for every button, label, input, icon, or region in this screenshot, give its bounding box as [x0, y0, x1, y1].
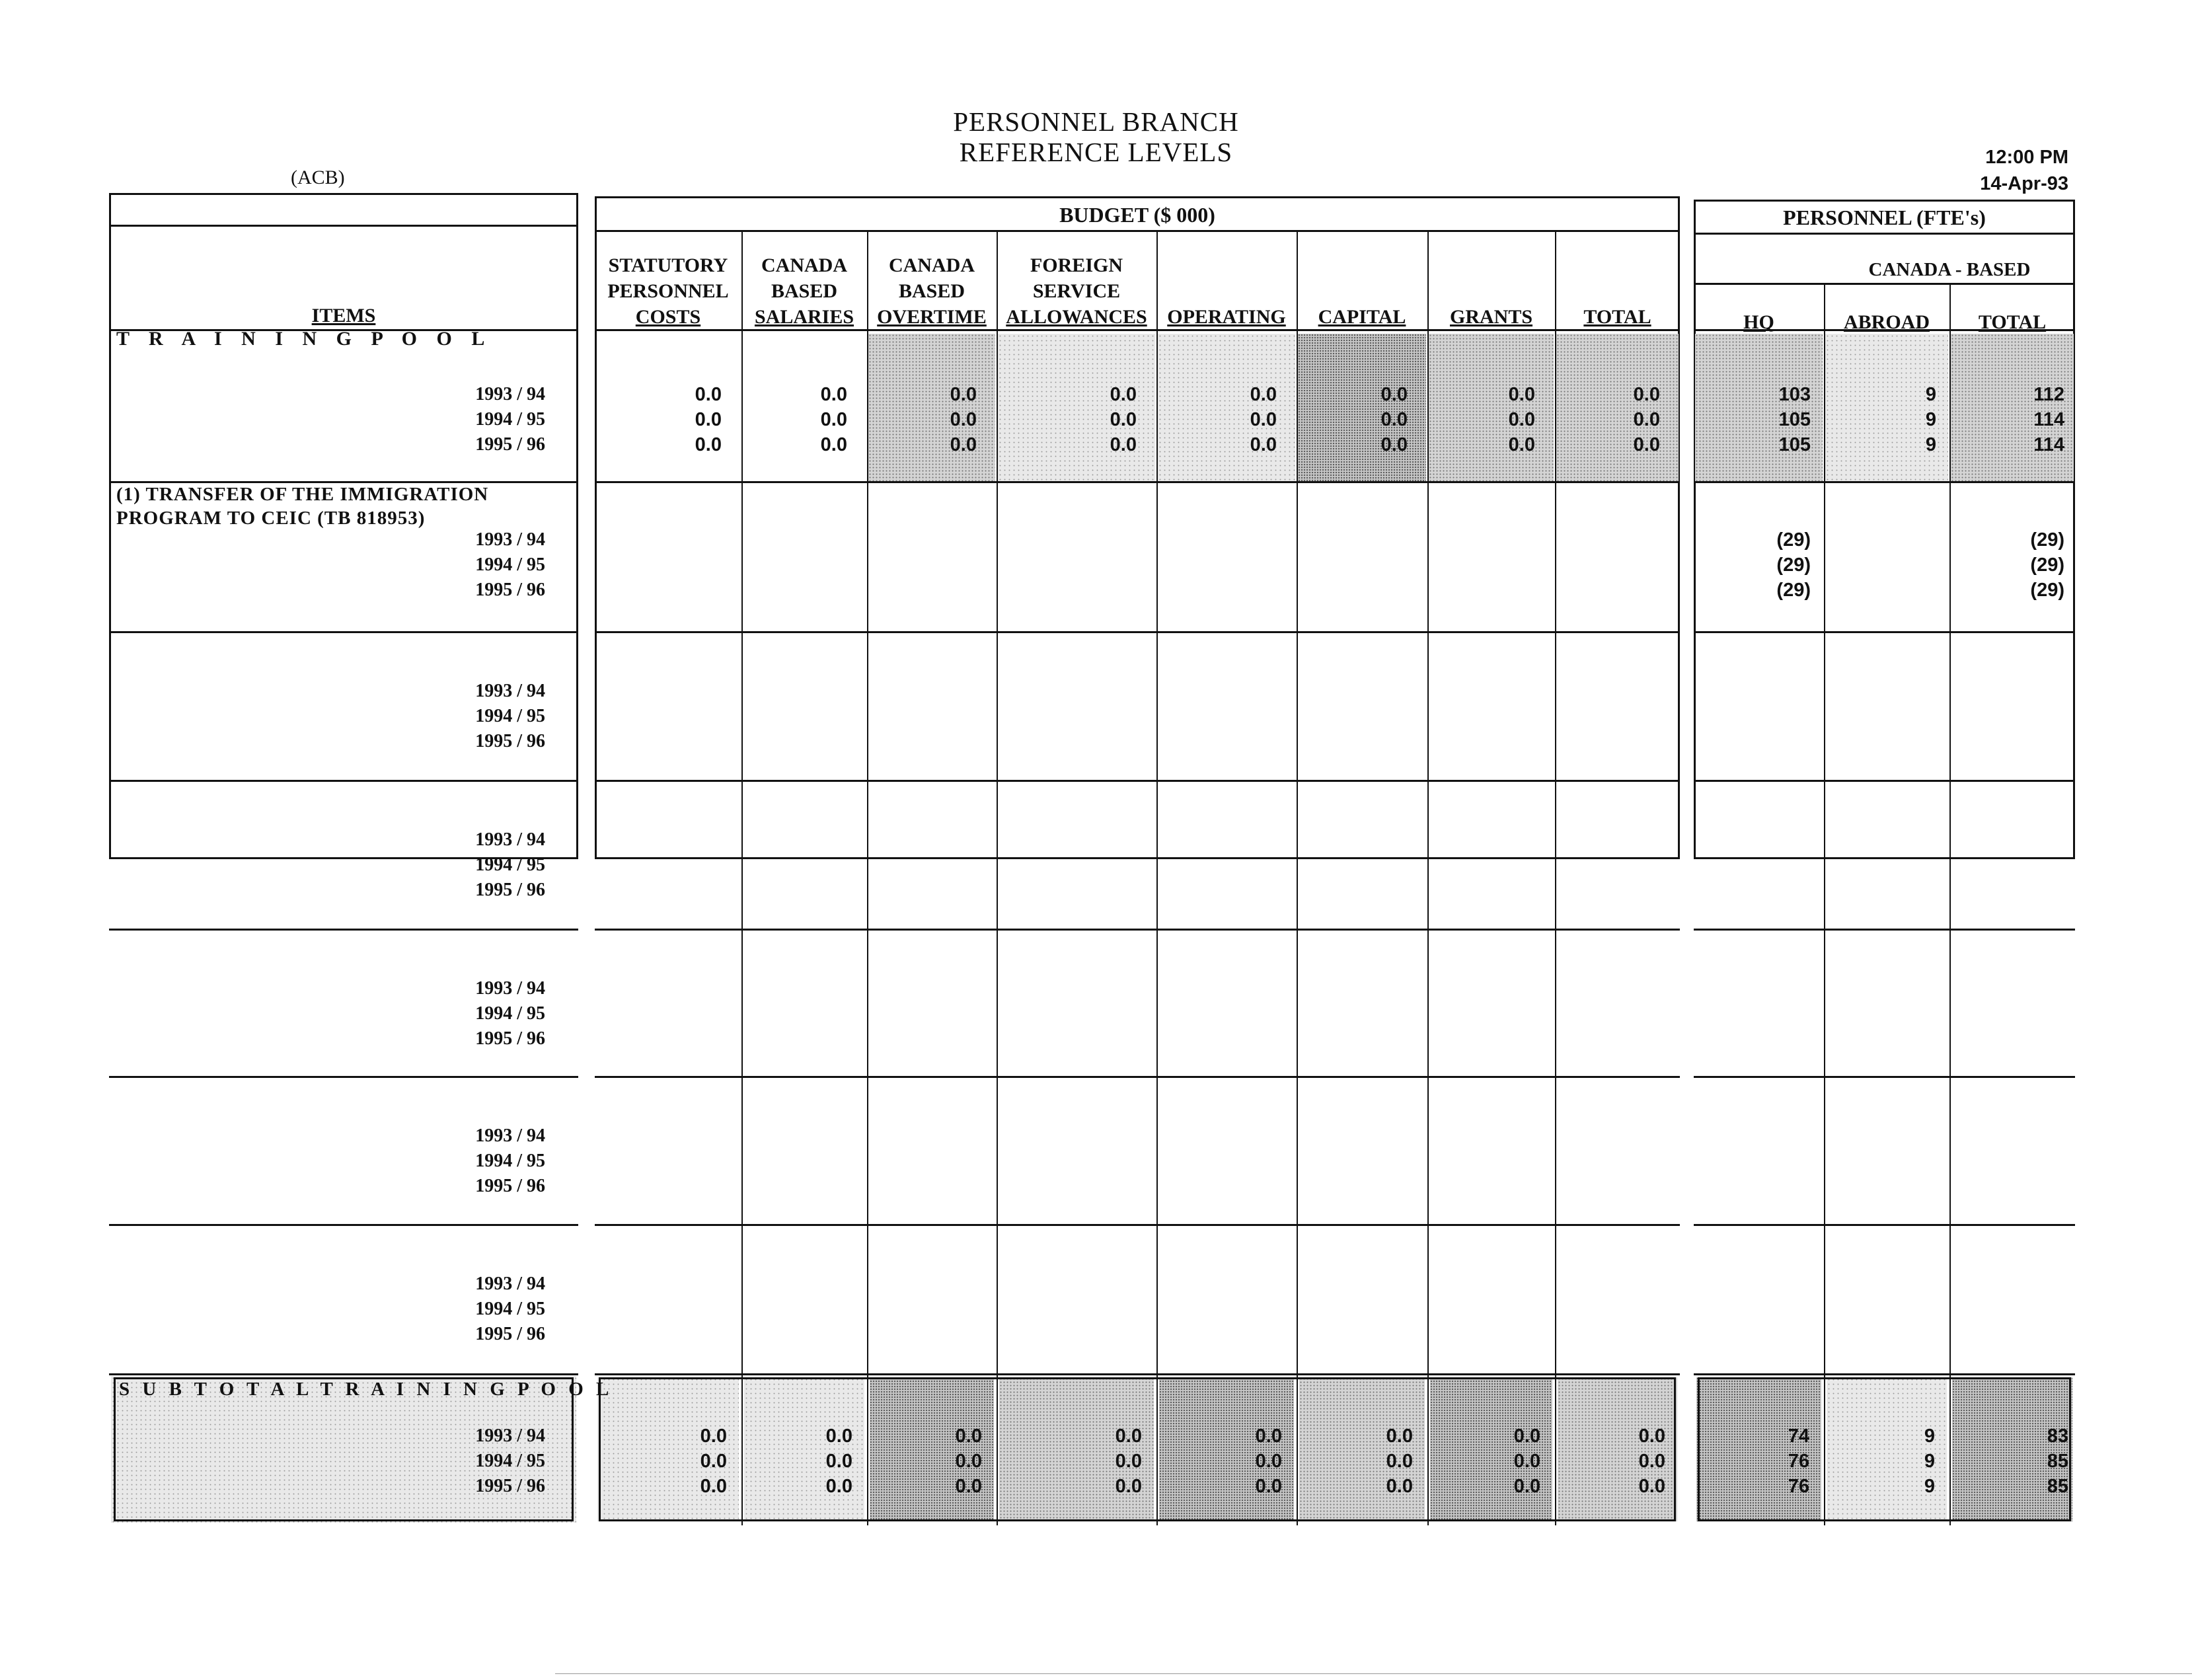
fiscal-year-label: 1994 / 95 — [475, 855, 545, 875]
fiscal-year-label: 1993 / 94 — [475, 1126, 545, 1146]
subtotal-budget-value: 0.0 — [1638, 1426, 1665, 1447]
subtotal-fte-value: 9 — [1924, 1476, 1935, 1497]
fte-value: 9 — [1925, 409, 1936, 430]
fiscal-year-label: 1994 / 95 — [475, 1151, 545, 1171]
budget-col-header: FOREIGN — [1030, 254, 1123, 276]
fiscal-year-label: 1995 / 96 — [475, 1324, 545, 1344]
subtotal-budget-value: 0.0 — [1513, 1451, 1540, 1472]
budget-value: 0.0 — [950, 384, 977, 405]
fiscal-year-label: 1995 / 96 — [475, 580, 545, 600]
fte-value: 9 — [1925, 434, 1936, 455]
budget-value: 0.0 — [695, 434, 722, 455]
fte-value: 103 — [1778, 384, 1811, 405]
budget-value: 0.0 — [1633, 409, 1660, 430]
budget-value: 0.0 — [1508, 409, 1535, 430]
budget-value: 0.0 — [950, 434, 977, 455]
subtotal-budget-value: 0.0 — [700, 1451, 727, 1472]
print-time: 12:00 PM — [1985, 147, 2068, 168]
subtotal-fte-value: 76 — [1788, 1476, 1809, 1497]
subtotal-budget-value: 0.0 — [1255, 1476, 1282, 1497]
budget-value: 0.0 — [820, 409, 847, 430]
section-rule — [109, 631, 578, 633]
subtotal-fte-value: 9 — [1924, 1451, 1935, 1472]
subtotal-budget-value: 0.0 — [825, 1426, 852, 1447]
section-rule — [595, 631, 1680, 633]
section-rule — [1694, 329, 2075, 331]
budget-col-header: COSTS — [635, 306, 701, 328]
print-date: 14-Apr-93 — [1980, 173, 2068, 194]
subtotal-budget-value: 0.0 — [825, 1451, 852, 1472]
fte-value: 114 — [2033, 409, 2064, 430]
budget-col-header: CANADA — [889, 254, 975, 276]
items-header-rule — [109, 225, 578, 227]
fte-value: (29) — [1776, 554, 1811, 576]
budget-col-header: OVERTIME — [877, 306, 987, 328]
subtotal-title: S U B T O T A L T R A I N I N G P O O L — [119, 1379, 613, 1400]
org-code: (ACB) — [291, 167, 345, 188]
section-rule — [595, 929, 1680, 931]
section-rule — [595, 1373, 1680, 1375]
budget-value: 0.0 — [950, 409, 977, 430]
fiscal-year-label: 1995 / 96 — [475, 880, 545, 900]
subtotal-budget-value: 0.0 — [1513, 1426, 1540, 1447]
section-rule — [1694, 481, 2075, 483]
subtotal-fte-value: 74 — [1788, 1426, 1809, 1447]
fiscal-year-label: 1994 / 95 — [475, 1299, 545, 1319]
column-rule — [1949, 283, 1951, 1525]
budget-value: 0.0 — [695, 384, 722, 405]
budget-value: 0.0 — [1380, 434, 1408, 455]
budget-value: 0.0 — [695, 409, 722, 430]
section-rule — [595, 481, 1680, 483]
section-rule — [109, 780, 578, 782]
fiscal-year-label: 1994 / 95 — [475, 1003, 545, 1024]
budget-value: 0.0 — [1508, 384, 1535, 405]
subtotal-budget-value: 0.0 — [1255, 1426, 1282, 1447]
budget-col-header: SALARIES — [754, 306, 854, 328]
items-column-header: ITEMS — [311, 305, 376, 326]
subtotal-budget-value: 0.0 — [955, 1476, 982, 1497]
subtotal-fte-value: 83 — [2047, 1426, 2068, 1447]
page-bottom-rule — [555, 1673, 2192, 1674]
subtotal-budget-value: 0.0 — [1386, 1451, 1413, 1472]
fte-value: (29) — [2030, 554, 2064, 576]
section-title: (1) TRANSFER OF THE IMMIGRATION — [116, 484, 489, 505]
fte-value: 112 — [2033, 384, 2064, 405]
personnel-col-header: HQ — [1743, 311, 1774, 333]
budget-group-header: BUDGET ($ 000) — [1059, 203, 1215, 227]
subtotal-budget-value: 0.0 — [1638, 1476, 1665, 1497]
subtotal-budget-value: 0.0 — [1513, 1476, 1540, 1497]
section-rule — [595, 780, 1680, 782]
subtotal-budget-value: 0.0 — [1115, 1426, 1142, 1447]
subtotal-fte-value: 9 — [1924, 1426, 1935, 1447]
section-rule — [1694, 1373, 2075, 1375]
budget-col-header: TOTAL — [1583, 306, 1651, 328]
section-rule — [1694, 1224, 2075, 1226]
section-rule — [595, 329, 1680, 331]
subtotal-budget-value: 0.0 — [700, 1476, 727, 1497]
section-rule — [109, 1224, 578, 1226]
budget-value: 0.0 — [1633, 434, 1660, 455]
fte-value: 105 — [1778, 409, 1811, 430]
fte-value: 9 — [1925, 384, 1936, 405]
fte-value: 114 — [2033, 434, 2064, 455]
fiscal-year-label: 1993 / 94 — [475, 829, 545, 850]
subtotal-budget-value: 0.0 — [1638, 1451, 1665, 1472]
section-rule — [1694, 1076, 2075, 1078]
subtotal-fte-value: 85 — [2047, 1476, 2068, 1497]
section-title: PROGRAM TO CEIC (TB 818953) — [116, 508, 426, 529]
subtotal-budget-value: 0.0 — [955, 1451, 982, 1472]
fiscal-year-label: 1994 / 95 — [475, 1451, 545, 1471]
fte-value: (29) — [2030, 580, 2064, 601]
subtotal-fte-value: 85 — [2047, 1451, 2068, 1472]
budget-value: 0.0 — [1250, 434, 1277, 455]
budget-value: 0.0 — [1633, 384, 1660, 405]
section-title: T R A I N I N G P O O L — [116, 328, 492, 350]
budget-col-header: CAPITAL — [1318, 306, 1406, 328]
section-rule — [109, 1373, 578, 1375]
column-rule — [1824, 283, 1825, 1525]
section-rule — [1694, 631, 2075, 633]
subtotal-budget-value: 0.0 — [1255, 1451, 1282, 1472]
budget-col-header: STATUTORY — [608, 254, 728, 276]
budget-value: 0.0 — [1250, 384, 1277, 405]
personnel-group-rule — [1694, 233, 2075, 235]
budget-value: 0.0 — [1380, 409, 1408, 430]
budget-value: 0.0 — [1110, 409, 1137, 430]
fiscal-year-label: 1995 / 96 — [475, 434, 545, 455]
subtotal-fte-value: 76 — [1788, 1451, 1809, 1472]
subtotal-budget-value: 0.0 — [1115, 1476, 1142, 1497]
fte-value: (29) — [1776, 529, 1811, 551]
budget-col-header: OPERATING — [1167, 306, 1286, 328]
fiscal-year-label: 1994 / 95 — [475, 409, 545, 430]
budget-value: 0.0 — [1250, 409, 1277, 430]
budget-value: 0.0 — [1508, 434, 1535, 455]
subtotal-budget-value: 0.0 — [825, 1476, 852, 1497]
fte-value: 105 — [1778, 434, 1811, 455]
budget-col-header: SERVICE — [1032, 280, 1121, 302]
personnel-col-header: TOTAL — [1978, 311, 2047, 333]
subtotal-budget-value: 0.0 — [1386, 1426, 1413, 1447]
fte-value: (29) — [2030, 529, 2064, 551]
fiscal-year-label: 1995 / 96 — [475, 731, 545, 751]
fiscal-year-label: 1995 / 96 — [475, 1476, 545, 1496]
budget-col-header: CANADA — [761, 254, 847, 276]
budget-col-header: PERSONNEL — [607, 280, 729, 302]
fiscal-year-label: 1994 / 95 — [475, 554, 545, 575]
fte-value: (29) — [1776, 580, 1811, 601]
subtotal-budget-value: 0.0 — [955, 1426, 982, 1447]
report-subtitle: REFERENCE LEVELS — [959, 137, 1233, 167]
budget-value: 0.0 — [820, 434, 847, 455]
personnel-col-header: ABROAD — [1843, 311, 1930, 333]
personnel-group-header: PERSONNEL (FTE's) — [1783, 206, 1986, 229]
report-title: PERSONNEL BRANCH — [953, 106, 1239, 137]
section-rule — [595, 1076, 1680, 1078]
subtotal-budget-value: 0.0 — [1115, 1451, 1142, 1472]
section-rule — [1694, 929, 2075, 931]
subtotal-budget-value: 0.0 — [700, 1426, 727, 1447]
fiscal-year-label: 1993 / 94 — [475, 978, 545, 999]
fiscal-year-label: 1995 / 96 — [475, 1028, 545, 1049]
section-rule — [109, 929, 578, 931]
budget-value: 0.0 — [1110, 434, 1137, 455]
subtotal-budget-value: 0.0 — [1386, 1476, 1413, 1497]
budget-value: 0.0 — [820, 384, 847, 405]
fiscal-year-label: 1993 / 94 — [475, 384, 545, 404]
budget-col-header: BASED — [771, 280, 838, 302]
section-rule — [595, 1224, 1680, 1226]
budget-group-rule — [595, 230, 1680, 232]
budget-value: 0.0 — [1110, 384, 1137, 405]
budget-col-header: GRANTS — [1449, 306, 1533, 328]
personnel-subgroup-rule — [1694, 283, 2075, 285]
fiscal-year-label: 1994 / 95 — [475, 706, 545, 726]
fiscal-year-label: 1995 / 96 — [475, 1176, 545, 1196]
fiscal-year-label: 1993 / 94 — [475, 529, 545, 550]
fiscal-year-label: 1993 / 94 — [475, 681, 545, 701]
budget-col-header: ALLOWANCES — [1006, 306, 1147, 328]
fiscal-year-label: 1993 / 94 — [475, 1274, 545, 1294]
section-rule — [109, 1076, 578, 1078]
budget-col-header: BASED — [898, 280, 965, 302]
personnel-subgroup-header: CANADA - BASED — [1868, 259, 2031, 280]
budget-value: 0.0 — [1380, 384, 1408, 405]
fiscal-year-label: 1993 / 94 — [475, 1426, 545, 1446]
section-rule — [1694, 780, 2075, 782]
